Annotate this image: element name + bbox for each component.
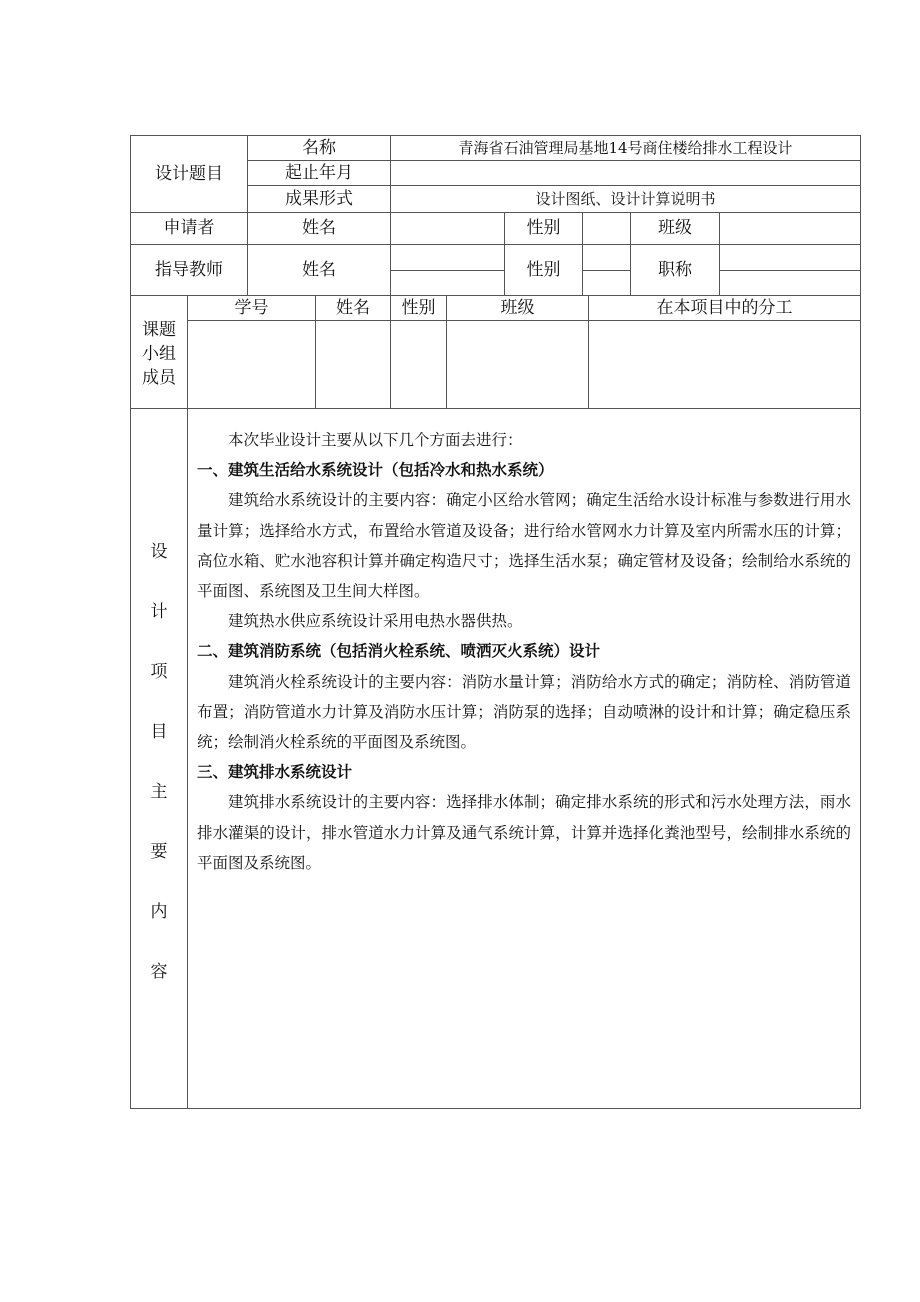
group-col-gender: 性别 [401,297,436,318]
main-content-label-char-7: 内 [150,902,168,922]
main-content-label-char-6: 要 [150,842,168,862]
name-value: 青海省石油管理局基地14号商住楼给排水工程设计 [458,138,793,157]
applicant-class-label: 班级 [658,218,692,238]
output-label: 成果形式 [285,188,353,209]
content-heading-2: 二、建筑消防系统（包括消火栓系统、喷洒灭火系统）设计 [197,641,601,661]
advisor-label: 指导教师 [155,259,223,280]
applicant-name-label: 姓名 [302,218,336,238]
content-heading-1: 一、建筑生活给水系统设计（包括冷水和热水系统） [197,460,554,480]
rule-advisor-inner-3 [719,270,861,271]
output-value: 设计图纸、设计计算说明书 [535,189,716,208]
main-content-label-char-5: 主 [150,782,168,802]
group-label-line-1: 课题 [142,320,176,340]
main-content-label-char-2: 计 [150,602,168,622]
group-col-class: 班级 [500,297,535,318]
rule-advisor-inner-2 [582,270,630,271]
content-paragraph-fire: 建筑消火栓系统设计的主要内容：消防水量计算；消防给水方式的确定；消防栓、消防管道布置；消防管道水力计算及消防水压计算；消防泵的选择；自动喷淋的设计和计算；确定稳压系统；绘制消火栓系统的平面图及系统图。 [197,672,851,752]
group-col-role: 在本项目中的分工 [656,297,793,318]
group-label-line-2: 小组 [142,344,176,364]
main-content-label-char-4: 目 [150,722,168,742]
period-value [391,161,860,185]
group-col-name: 姓名 [336,297,370,318]
rule-group-label [187,295,188,1109]
applicant-gender-value [583,213,630,244]
main-content-body [197,425,851,878]
applicant-class-value [720,213,860,244]
group-label [131,318,187,390]
period-label: 起止年月 [285,162,353,183]
main-content-label-char-8: 容 [150,962,168,982]
border-right [860,135,861,1109]
applicant-label: 申请者 [163,218,215,238]
content-paragraph-water-supply: 建筑给水系统设计的主要内容：确定小区给水管网；确定生活给水设计标准与参数进行用水量计算；选择给水方式，布置给水管道及设备；进行给水管网水力计算及室内所需水压的计算；高位水箱、贮水池容积计算并确定构造尺寸；选择生活水泵；确定管材及设备；绘制给水系统的平面图、系统图及卫生间大样图。 [197,491,851,601]
advisor-gender-label: 性别 [526,259,561,280]
rule-group-header [187,320,861,321]
content-paragraph-hot-water: 建筑热水供应系统设计采用电热水器供热。 [228,612,523,631]
applicant-name-value [391,213,504,244]
group-col-student-id: 学号 [234,297,269,318]
main-content-label [131,540,187,984]
design-topic-label: 设计题目 [155,163,223,184]
content-heading-3: 三、建筑排水系统设计 [197,762,353,782]
content-paragraph-drainage: 建筑排水系统设计的主要内容：选择排水体制；确定排水系统的形式和污水处理方法，雨水排水灌渠的设计，排水管道水力计算及通气系统计算，计算并选择化粪池型号，绘制排水系统的平面图及系统图。 [197,793,851,872]
advisor-name-label: 姓名 [302,259,336,280]
rule-row6 [130,408,861,409]
rule-advisor-inner-1 [390,270,504,271]
group-label-line-3: 成员 [142,368,176,388]
advisor-title-label: 职称 [658,259,692,280]
name-label: 名称 [302,137,336,158]
content-intro: 本次毕业设计主要从以下几个方面去进行： [228,431,523,449]
main-content-label-char-3: 项 [150,662,168,682]
main-content-label-char-1: 设 [150,542,168,562]
border-bottom [130,1108,861,1109]
applicant-gender-label: 性别 [526,218,561,238]
